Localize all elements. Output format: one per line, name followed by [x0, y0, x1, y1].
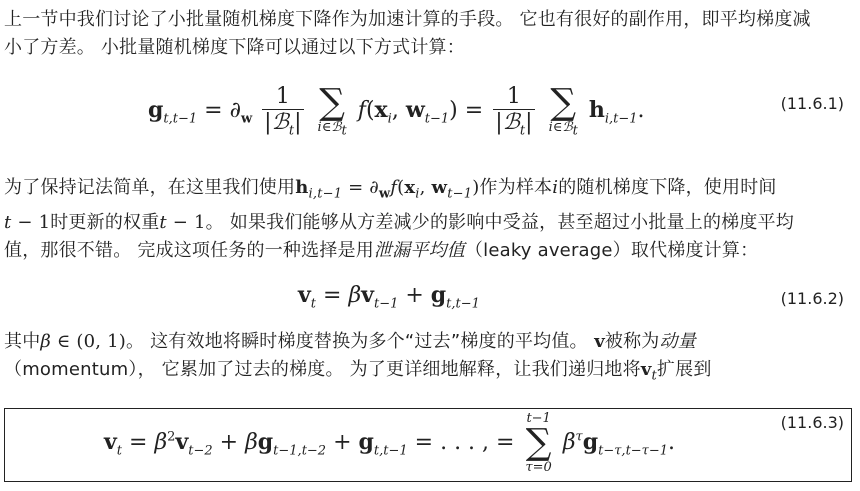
text-segment: 被称为 [604, 331, 660, 352]
equation-number-3: (11.6.3) [780, 413, 844, 432]
text-segment: 的随机梯度下降，使用时间 [558, 177, 777, 198]
paragraph-notation [4, 174, 844, 265]
text-segment: 扩展到 [656, 359, 712, 380]
momentum-line-2: （momentum）， 它累加了过去的梯度。 为了更详细地解释，让我们递归地将$v_t$扩展到 [4, 359, 712, 384]
notation-line-2: t − 1时更新的权重t − 1。 如果我们能够从方差减少的影响中受益，甚至超过小批量上的梯度平均 [4, 211, 794, 233]
text-segment: 为了保持记法简单，在这里我们使用 [4, 177, 296, 198]
paragraph-momentum [4, 328, 844, 391]
notation-line-3 [4, 237, 844, 265]
equation-number-2: (11.6.2) [780, 289, 844, 308]
paragraph-intro [4, 6, 844, 62]
text-segment: 值，那很不错。 完成这项任务的一种选择是用 [4, 239, 374, 261]
text-segment: 其中 [4, 331, 41, 352]
equation-11-6-1: $g_{t,t-1} = \partial_w$ $\frac{1}{|ℬ_t|}$ ∑ i∈ℬ$_t$ $f(x_i$, $w_{t-1}$) = $\frac{1}{|ℬ_t|}$ ∑ i∈ℬ$_t$ $h_{i,t-1}$. [148, 81, 645, 139]
text-segment: 作为样本 [479, 177, 553, 198]
equation-11-6-2: $v_t = \beta v_{t-1} + g_{t,t-1}$ [298, 282, 480, 312]
math-h: h [295, 177, 309, 198]
notation-line-1: 为了保持记法简单，在这里我们使用$h_{i,t-1} = \partial_wf(x_i$, $w_{t-1}$)作为样本i的随机梯度下降，使用时间 [4, 177, 777, 202]
intro-line-1: 上一节中我们讨论了小批量随机梯度下降作为加速计算的手段。 它也有很好的副作用，即平均梯度减 [4, 9, 811, 30]
text-segment: （momentum）， 它累加了过去的梯度。 为了更详细地解释，让我们递归地将 [4, 359, 641, 380]
equation-11-6-3: $v_t = \beta^2v_{t-2} + \beta g_{t-1,t-2} + g_{t,t-1}$ = . . . , = t−1 ∑ τ=0 $\beta^\tau g_{t-\tau,t-\tau-1}$. [104, 411, 676, 475]
term-leaky-average: 泄漏平均值 [373, 239, 465, 261]
equation-number-1: (11.6.1) [780, 94, 844, 113]
term-momentum: 动量 [659, 331, 696, 352]
text-segment: 时更新的权重 [50, 211, 160, 233]
intro-line-2: 小了方差。 小批量随机梯度下降可以通过以下方式计算： [4, 37, 465, 58]
momentum-line-1: 其中β ∈ (0, 1)。 这有效地将瞬时梯度替换为多个“过去”梯度的平均值。 v被称为动量 [4, 331, 696, 352]
text-segment: （leaky average）取代梯度计算： [464, 239, 759, 261]
text-segment: 。 这有效地将瞬时梯度替换为多个“过去”梯度的平均值。 [125, 331, 588, 352]
text-segment: 。 如果我们能够从方差减少的影响中受益，甚至超过小批量上的梯度平均 [205, 211, 794, 233]
